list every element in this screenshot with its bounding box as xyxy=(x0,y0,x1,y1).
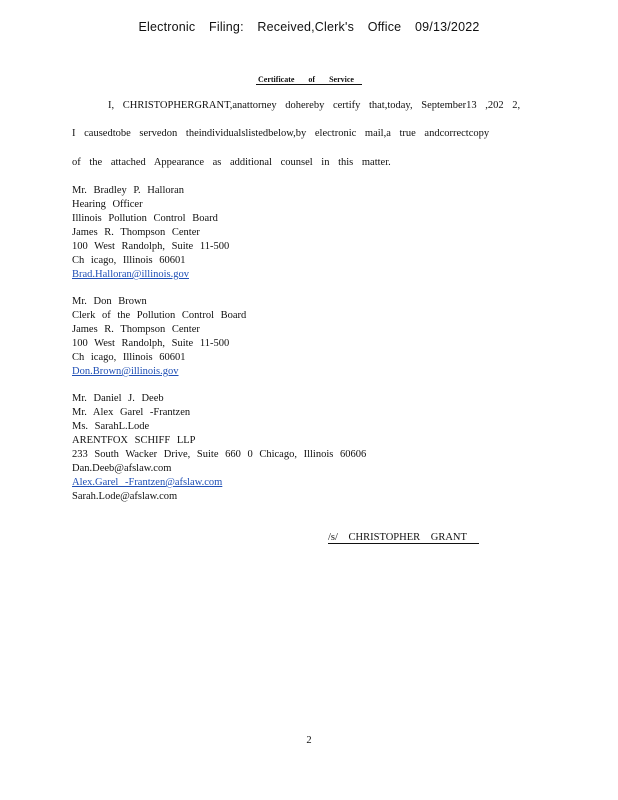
recipient-line: Mr. Bradley P. Halloran xyxy=(72,185,185,196)
recipient-line: Ch icago, Illinois 60601 xyxy=(72,255,186,266)
recipient-block-arentfox xyxy=(72,392,366,504)
recipient-line: Hearing Officer xyxy=(72,199,143,210)
body-line-1: I, CHRISTOPHERGRANT,anattorney dohereby certify that,today, September13 ,202 2, xyxy=(108,100,521,111)
recipient-email-text: Sarah.Lode@afslaw.com xyxy=(72,491,178,502)
recipient-line: Clerk of the Pollution Control Board xyxy=(72,310,247,321)
recipient-block-halloran xyxy=(72,184,229,282)
recipient-line: Illinois Pollution Control Board xyxy=(72,213,218,224)
recipient-line: Mr. Alex Garel -Frantzen xyxy=(72,407,191,418)
signature-line xyxy=(328,532,479,543)
signature-text: /s/ CHRISTOPHER GRANT xyxy=(328,532,479,544)
recipient-line: Mr. Don Brown xyxy=(72,296,147,307)
recipient-line: Ch icago, Illinois 60601 xyxy=(72,352,186,363)
body-line-2: I causedtobe servedon theindividualslistedbelow,by electronic mail,a true andcorrectcopy xyxy=(72,128,490,139)
recipient-line: 100 West Randolph, Suite 11-500 xyxy=(72,241,230,252)
body-line-3: of the attached Appearance as additional counsel in this matter. xyxy=(72,157,391,168)
email-link-brown[interactable]: Don.Brown@illinois.gov xyxy=(72,366,179,377)
page-number: 2 xyxy=(306,735,312,746)
recipient-line: Ms. SarahL.Lode xyxy=(72,421,150,432)
email-link-garel-frantzen[interactable]: Alex.Garel -Frantzen@afslaw.com xyxy=(72,477,223,488)
recipient-line: Mr. Daniel J. Deeb xyxy=(72,393,164,404)
filing-header: Electronic Filing: Received,Clerk's Office 09/13/2022 xyxy=(138,20,480,34)
document-title-text: Certificate of Service xyxy=(256,75,362,85)
recipient-email-text: Dan.Deeb@afslaw.com xyxy=(72,463,172,474)
recipient-line: James R. Thompson Center xyxy=(72,227,200,238)
document-title xyxy=(0,75,618,85)
recipient-line: ARENTFOX SCHIFF LLP xyxy=(72,435,196,446)
recipient-line: 100 West Randolph, Suite 11-500 xyxy=(72,338,230,349)
recipient-line: 233 South Wacker Drive, Suite 660 0 Chicago, Illinois 60606 xyxy=(72,449,367,460)
recipient-line: James R. Thompson Center xyxy=(72,324,200,335)
email-link-halloran[interactable]: Brad.Halloran@illinois.gov xyxy=(72,269,189,280)
recipient-block-brown xyxy=(72,295,246,379)
